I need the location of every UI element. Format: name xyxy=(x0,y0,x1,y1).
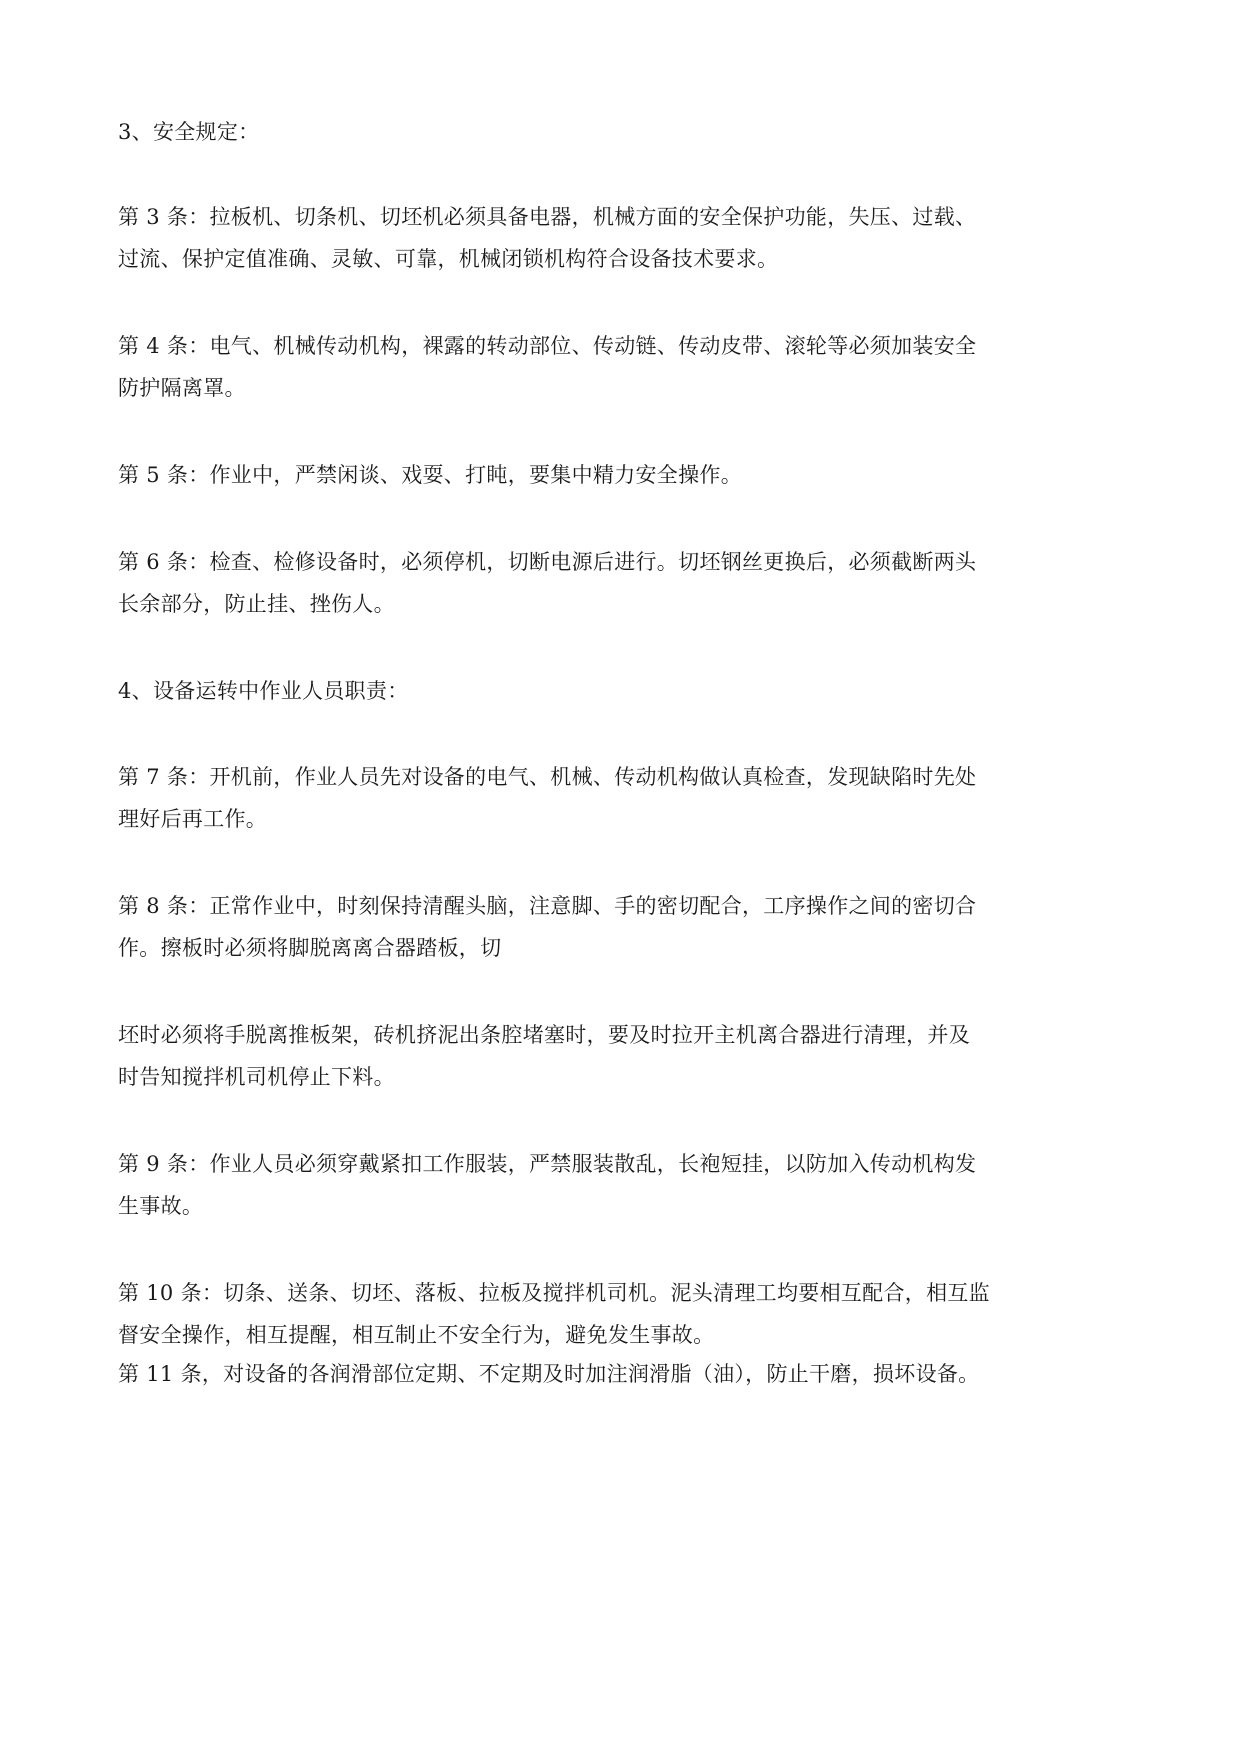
section-heading-4: 4、设备运转中作业人员职责： xyxy=(118,679,409,703)
article-5-line-1: 第 5 条：作业中，严禁闲谈、戏耍、打盹，要集中精力安全操作。 xyxy=(118,463,743,487)
article-8-line-3: 坯时必须将手脱离推板架，砖机挤泥出条腔堵塞时，要及时拉开主机离合器进行清理，并及 xyxy=(118,1023,970,1047)
article-8-line-4: 时告知搅拌机司机停止下料。 xyxy=(118,1065,395,1089)
article-11-line-1: 第 11 条，对设备的各润滑部位定期、不定期及时加注润滑脂（油），防止干磨，损坏设备。 xyxy=(118,1362,980,1386)
article-3-line-1: 第 3 条：拉板机、切条机、切坯机必须具备电器，机械方面的安全保护功能，失压、过载、 xyxy=(118,205,977,229)
article-9-line-2: 生事故。 xyxy=(118,1194,204,1218)
section-heading-3: 3、安全规定： xyxy=(118,120,260,144)
article-10-line-1: 第 10 条：切条、送条、切坯、落板、拉板及搅拌机司机。泥头清理工均要相互配合，相互监 xyxy=(118,1281,990,1305)
article-4-line-2: 防护隔离罩。 xyxy=(118,376,246,400)
article-4-line-1: 第 4 条：电气、机械传动机构，裸露的转动部位、传动链、传动皮带、滚轮等必须加装安全 xyxy=(118,334,977,358)
article-9-line-1: 第 9 条：作业人员必须穿戴紧扣工作服装，严禁服装散乱，长袍短挂，以防加入传动机构发 xyxy=(118,1152,977,1176)
article-10-line-2: 督安全操作，相互提醒，相互制止不安全行为，避免发生事故。 xyxy=(118,1323,715,1347)
article-6-line-2: 长余部分，防止挂、挫伤人。 xyxy=(118,592,395,616)
article-7-line-2: 理好后再工作。 xyxy=(118,807,268,831)
article-3-line-2: 过流、保护定值准确、灵敏、可靠，机械闭锁机构符合设备技术要求。 xyxy=(118,247,779,271)
article-8-line-2: 作。擦板时必须将脚脱离离合器踏板，切 xyxy=(118,936,502,960)
article-6-line-1: 第 6 条：检查、检修设备时，必须停机，切断电源后进行。切坯钢丝更换后，必须截断两头 xyxy=(118,550,977,574)
article-8-line-1: 第 8 条：正常作业中，时刻保持清醒头脑，注意脚、手的密切配合，工序操作之间的密切合 xyxy=(118,894,977,918)
article-7-line-1: 第 7 条：开机前，作业人员先对设备的电气、机械、传动机构做认真检查，发现缺陷时先处 xyxy=(118,765,977,789)
